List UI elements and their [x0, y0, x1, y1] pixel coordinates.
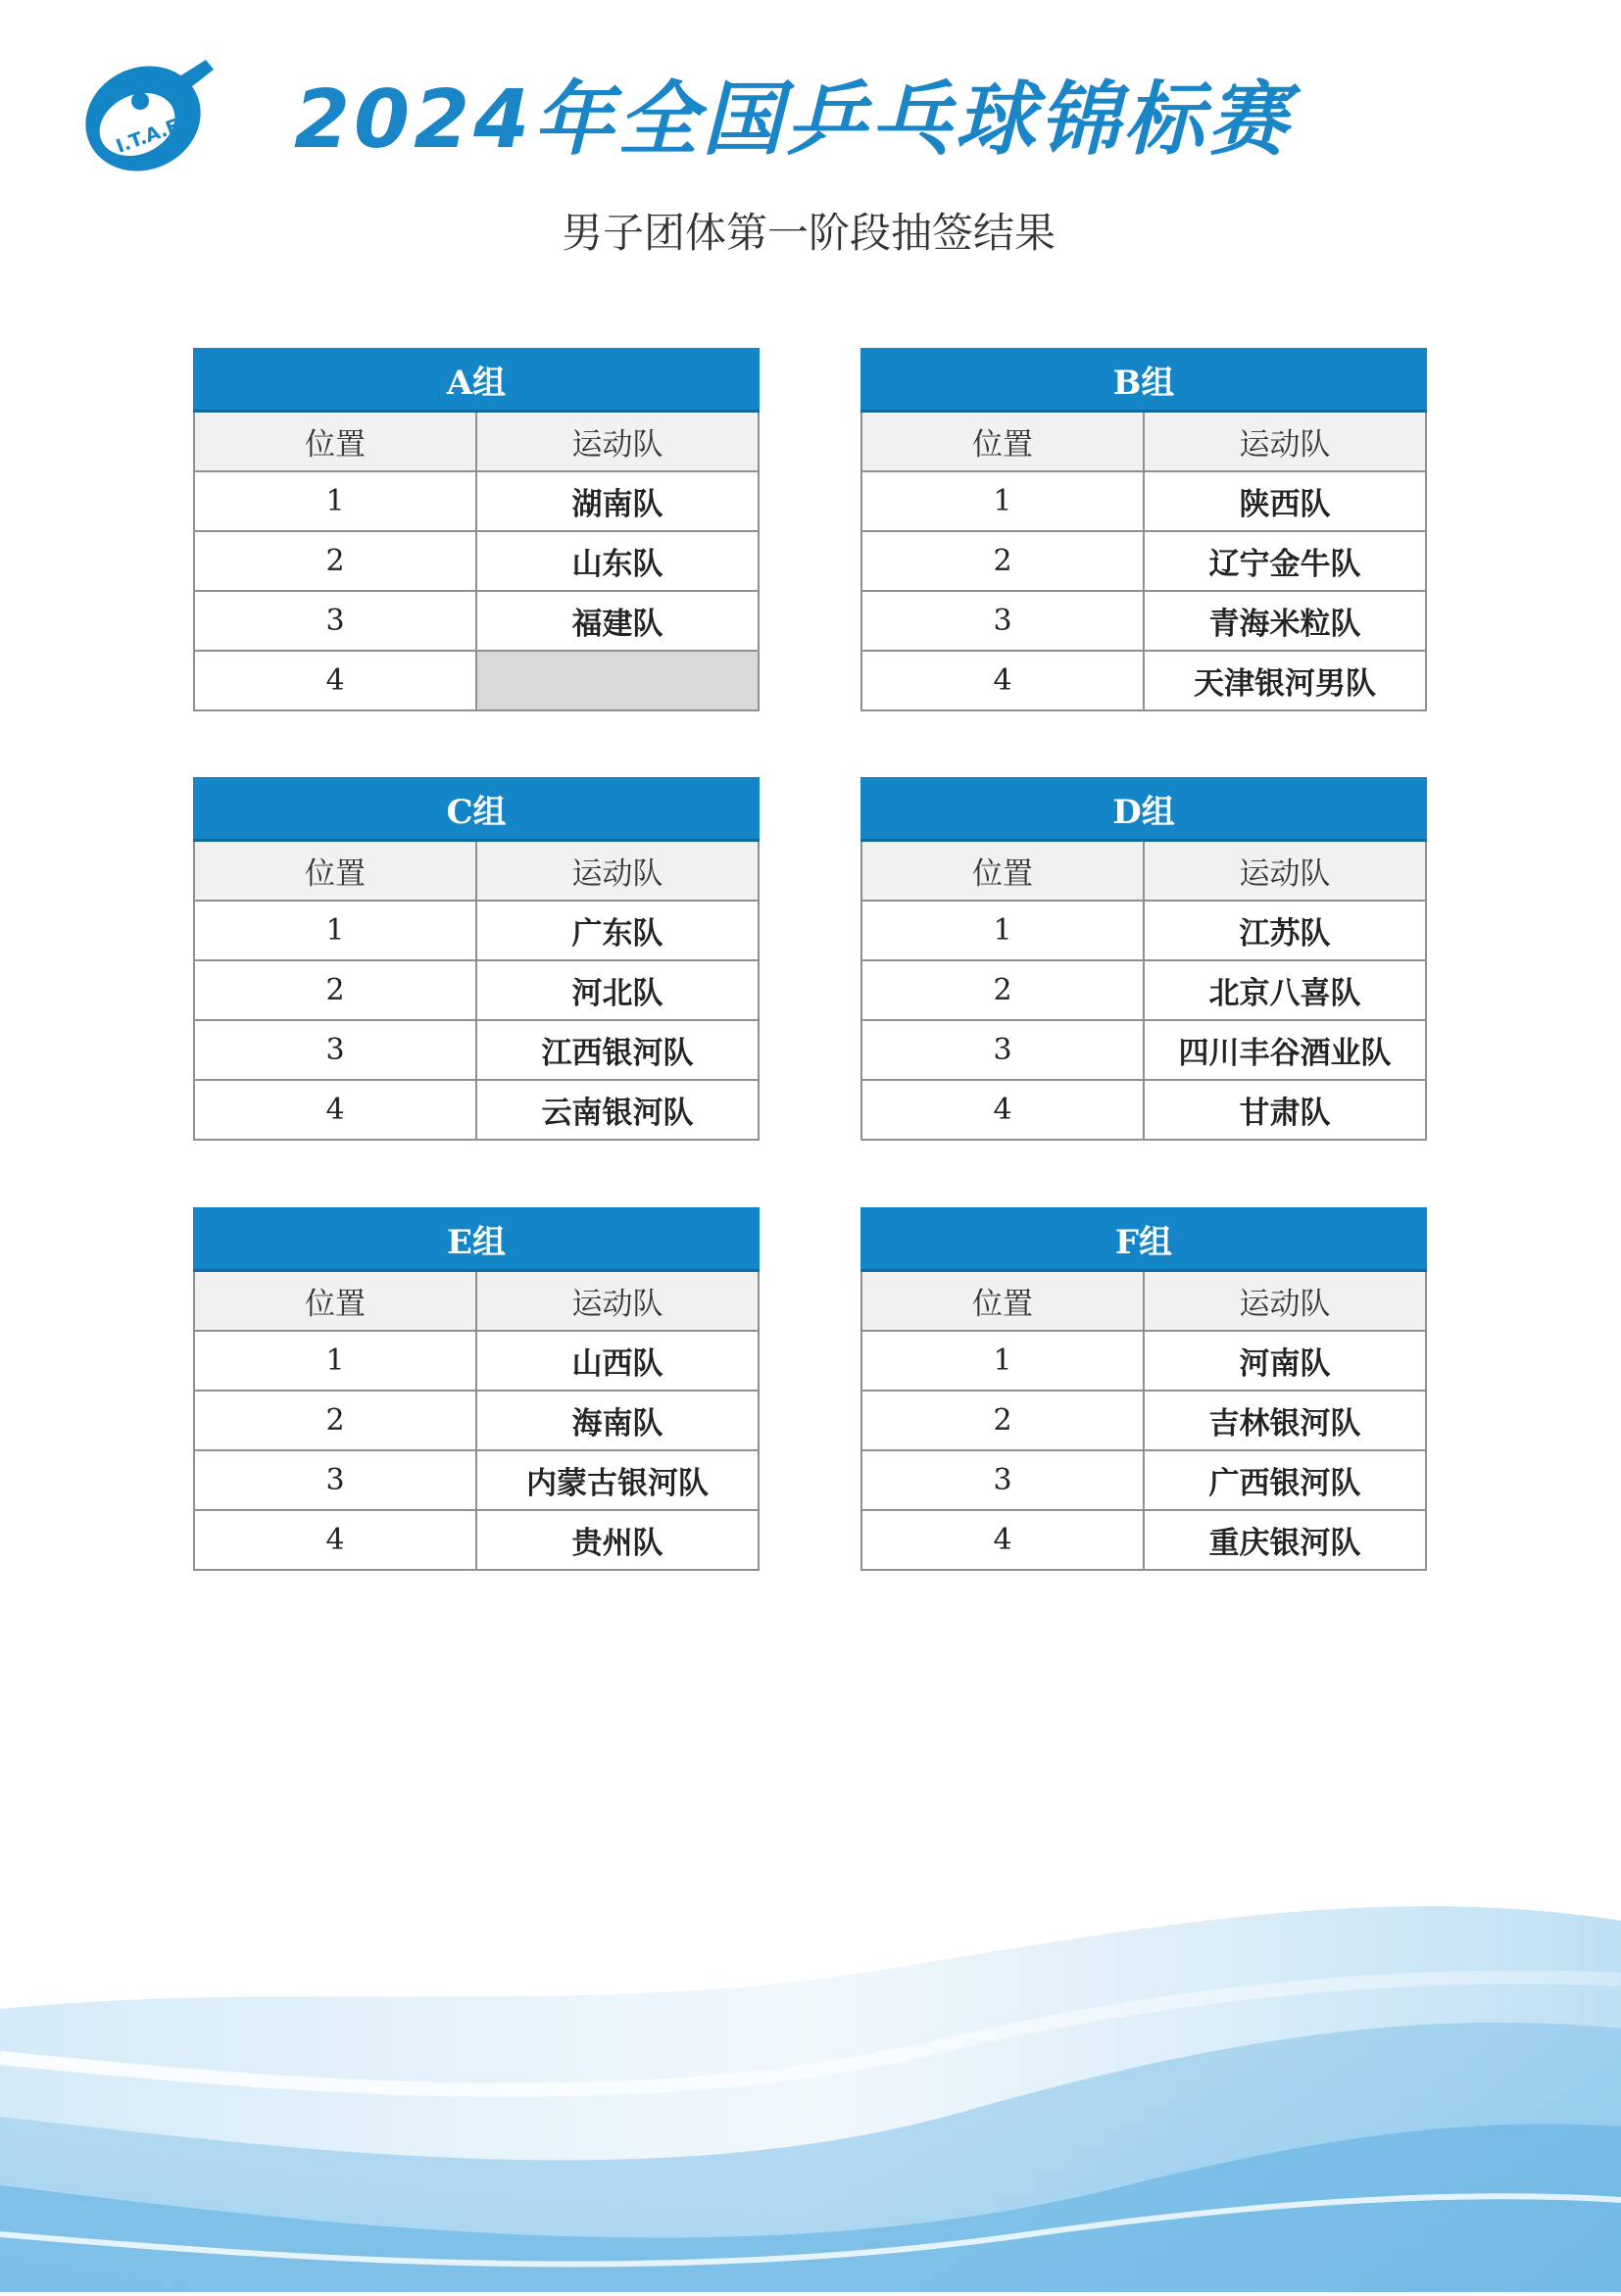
group-e-table: [193, 1207, 760, 1571]
position-cell: 3: [194, 1020, 476, 1080]
team-cell: 湖南队: [476, 471, 759, 531]
position-cell: 1: [861, 471, 1144, 531]
team-cell: 陕西队: [1144, 471, 1426, 531]
table-row: [861, 901, 1426, 960]
group-b-table: [860, 348, 1427, 711]
position-cell: 3: [861, 1450, 1144, 1510]
table-row: [194, 1020, 759, 1080]
team-cell: 广西银河队: [1144, 1450, 1426, 1510]
position-cell: 4: [861, 651, 1144, 710]
position-cell: 1: [861, 1331, 1144, 1391]
column-header-row: [194, 841, 759, 902]
position-cell: 2: [194, 531, 476, 591]
position-header: 位置: [194, 1271, 476, 1332]
table-row: [194, 1510, 759, 1570]
group-d-table: [860, 777, 1427, 1141]
position-cell: 2: [861, 531, 1144, 591]
position-cell: 3: [194, 591, 476, 651]
team-cell: 云南银河队: [476, 1080, 759, 1140]
group-header: E组: [194, 1208, 759, 1271]
group-header: A组: [194, 349, 759, 412]
table-row: [861, 1331, 1426, 1391]
position-header: 位置: [861, 1271, 1144, 1332]
team-cell: 北京八喜队: [1144, 960, 1426, 1020]
column-header-row: [194, 412, 759, 472]
decorative-wave-background: [0, 1862, 1621, 2292]
team-cell: 青海米粒队: [1144, 591, 1426, 651]
table-row: [861, 531, 1426, 591]
association-logo: [78, 54, 221, 176]
page-title: 2024年全国乒乓球锦标赛: [294, 73, 1293, 167]
subtitle-text: 男子团体第一阶段抽签结果: [561, 209, 1056, 257]
position-cell: 2: [194, 1391, 476, 1450]
group-f-table: [860, 1207, 1427, 1571]
group-c-table: [193, 777, 760, 1141]
empty-team-cell: [476, 651, 759, 710]
position-cell: 2: [194, 960, 476, 1020]
table-row: [194, 1080, 759, 1140]
team-header: 运动队: [1144, 1271, 1426, 1332]
table-row: [194, 1391, 759, 1450]
table-row: [861, 1450, 1426, 1510]
team-header: 运动队: [476, 841, 759, 902]
team-cell: 内蒙古银河队: [476, 1450, 759, 1510]
group-header: B组: [861, 349, 1426, 412]
team-header: 运动队: [1144, 841, 1426, 902]
column-header-row: [861, 412, 1426, 472]
group-header: D组: [861, 778, 1426, 841]
team-header: 运动队: [476, 1271, 759, 1332]
table-row: [194, 531, 759, 591]
table-row: [861, 591, 1426, 651]
position-cell: 4: [861, 1080, 1144, 1140]
position-header: 位置: [861, 841, 1144, 902]
team-header: 运动队: [1144, 412, 1426, 472]
team-cell: 海南队: [476, 1391, 759, 1450]
team-cell: 河南队: [1144, 1331, 1426, 1391]
team-cell: 辽宁金牛队: [1144, 531, 1426, 591]
position-cell: 3: [194, 1450, 476, 1510]
team-cell: 贵州队: [476, 1510, 759, 1570]
table-row: [861, 1510, 1426, 1570]
position-cell: 2: [861, 1391, 1144, 1450]
table-row: [194, 651, 759, 710]
position-header: 位置: [194, 412, 476, 472]
team-cell: 天津银河男队: [1144, 651, 1426, 710]
team-cell: 广东队: [476, 901, 759, 960]
position-cell: 1: [861, 901, 1144, 960]
position-cell: 1: [194, 1331, 476, 1391]
table-row: [194, 1450, 759, 1510]
group-a-table: [193, 348, 760, 711]
group-header: F组: [861, 1208, 1426, 1271]
table-row: [194, 1331, 759, 1391]
table-row: [861, 1391, 1426, 1450]
team-cell: 江西银河队: [476, 1020, 759, 1080]
team-cell: 山东队: [476, 531, 759, 591]
table-row: [194, 591, 759, 651]
position-cell: 1: [194, 471, 476, 531]
team-cell: 重庆银河队: [1144, 1510, 1426, 1570]
position-cell: 4: [861, 1510, 1144, 1570]
column-header-row: [194, 1271, 759, 1332]
team-cell: 河北队: [476, 960, 759, 1020]
team-header: 运动队: [476, 412, 759, 472]
table-row: [194, 901, 759, 960]
table-row: [194, 471, 759, 531]
team-cell: 山西队: [476, 1331, 759, 1391]
table-row: [861, 1080, 1426, 1140]
table-row: [861, 960, 1426, 1020]
logo-text: I.T.A.F.: [113, 113, 187, 158]
team-cell: 江苏队: [1144, 901, 1426, 960]
paddle-logo-icon: [78, 54, 221, 176]
team-cell: 吉林银河队: [1144, 1391, 1426, 1450]
table-row: [194, 960, 759, 1020]
position-cell: 3: [861, 591, 1144, 651]
position-cell: 4: [194, 1510, 476, 1570]
table-row: [861, 1020, 1426, 1080]
position-cell: 2: [861, 960, 1144, 1020]
table-row: [861, 471, 1426, 531]
column-header-row: [861, 841, 1426, 902]
position-cell: 3: [861, 1020, 1144, 1080]
group-header: C组: [194, 778, 759, 841]
page-subtitle: [0, 204, 1621, 263]
team-cell: 四川丰谷酒业队: [1144, 1020, 1426, 1080]
position-header: 位置: [861, 412, 1144, 472]
position-header: 位置: [194, 841, 476, 902]
team-cell: 甘肃队: [1144, 1080, 1426, 1140]
column-header-row: [861, 1271, 1426, 1332]
team-cell: 福建队: [476, 591, 759, 651]
position-cell: 4: [194, 1080, 476, 1140]
position-cell: 4: [194, 651, 476, 710]
position-cell: 1: [194, 901, 476, 960]
table-row: [861, 651, 1426, 710]
